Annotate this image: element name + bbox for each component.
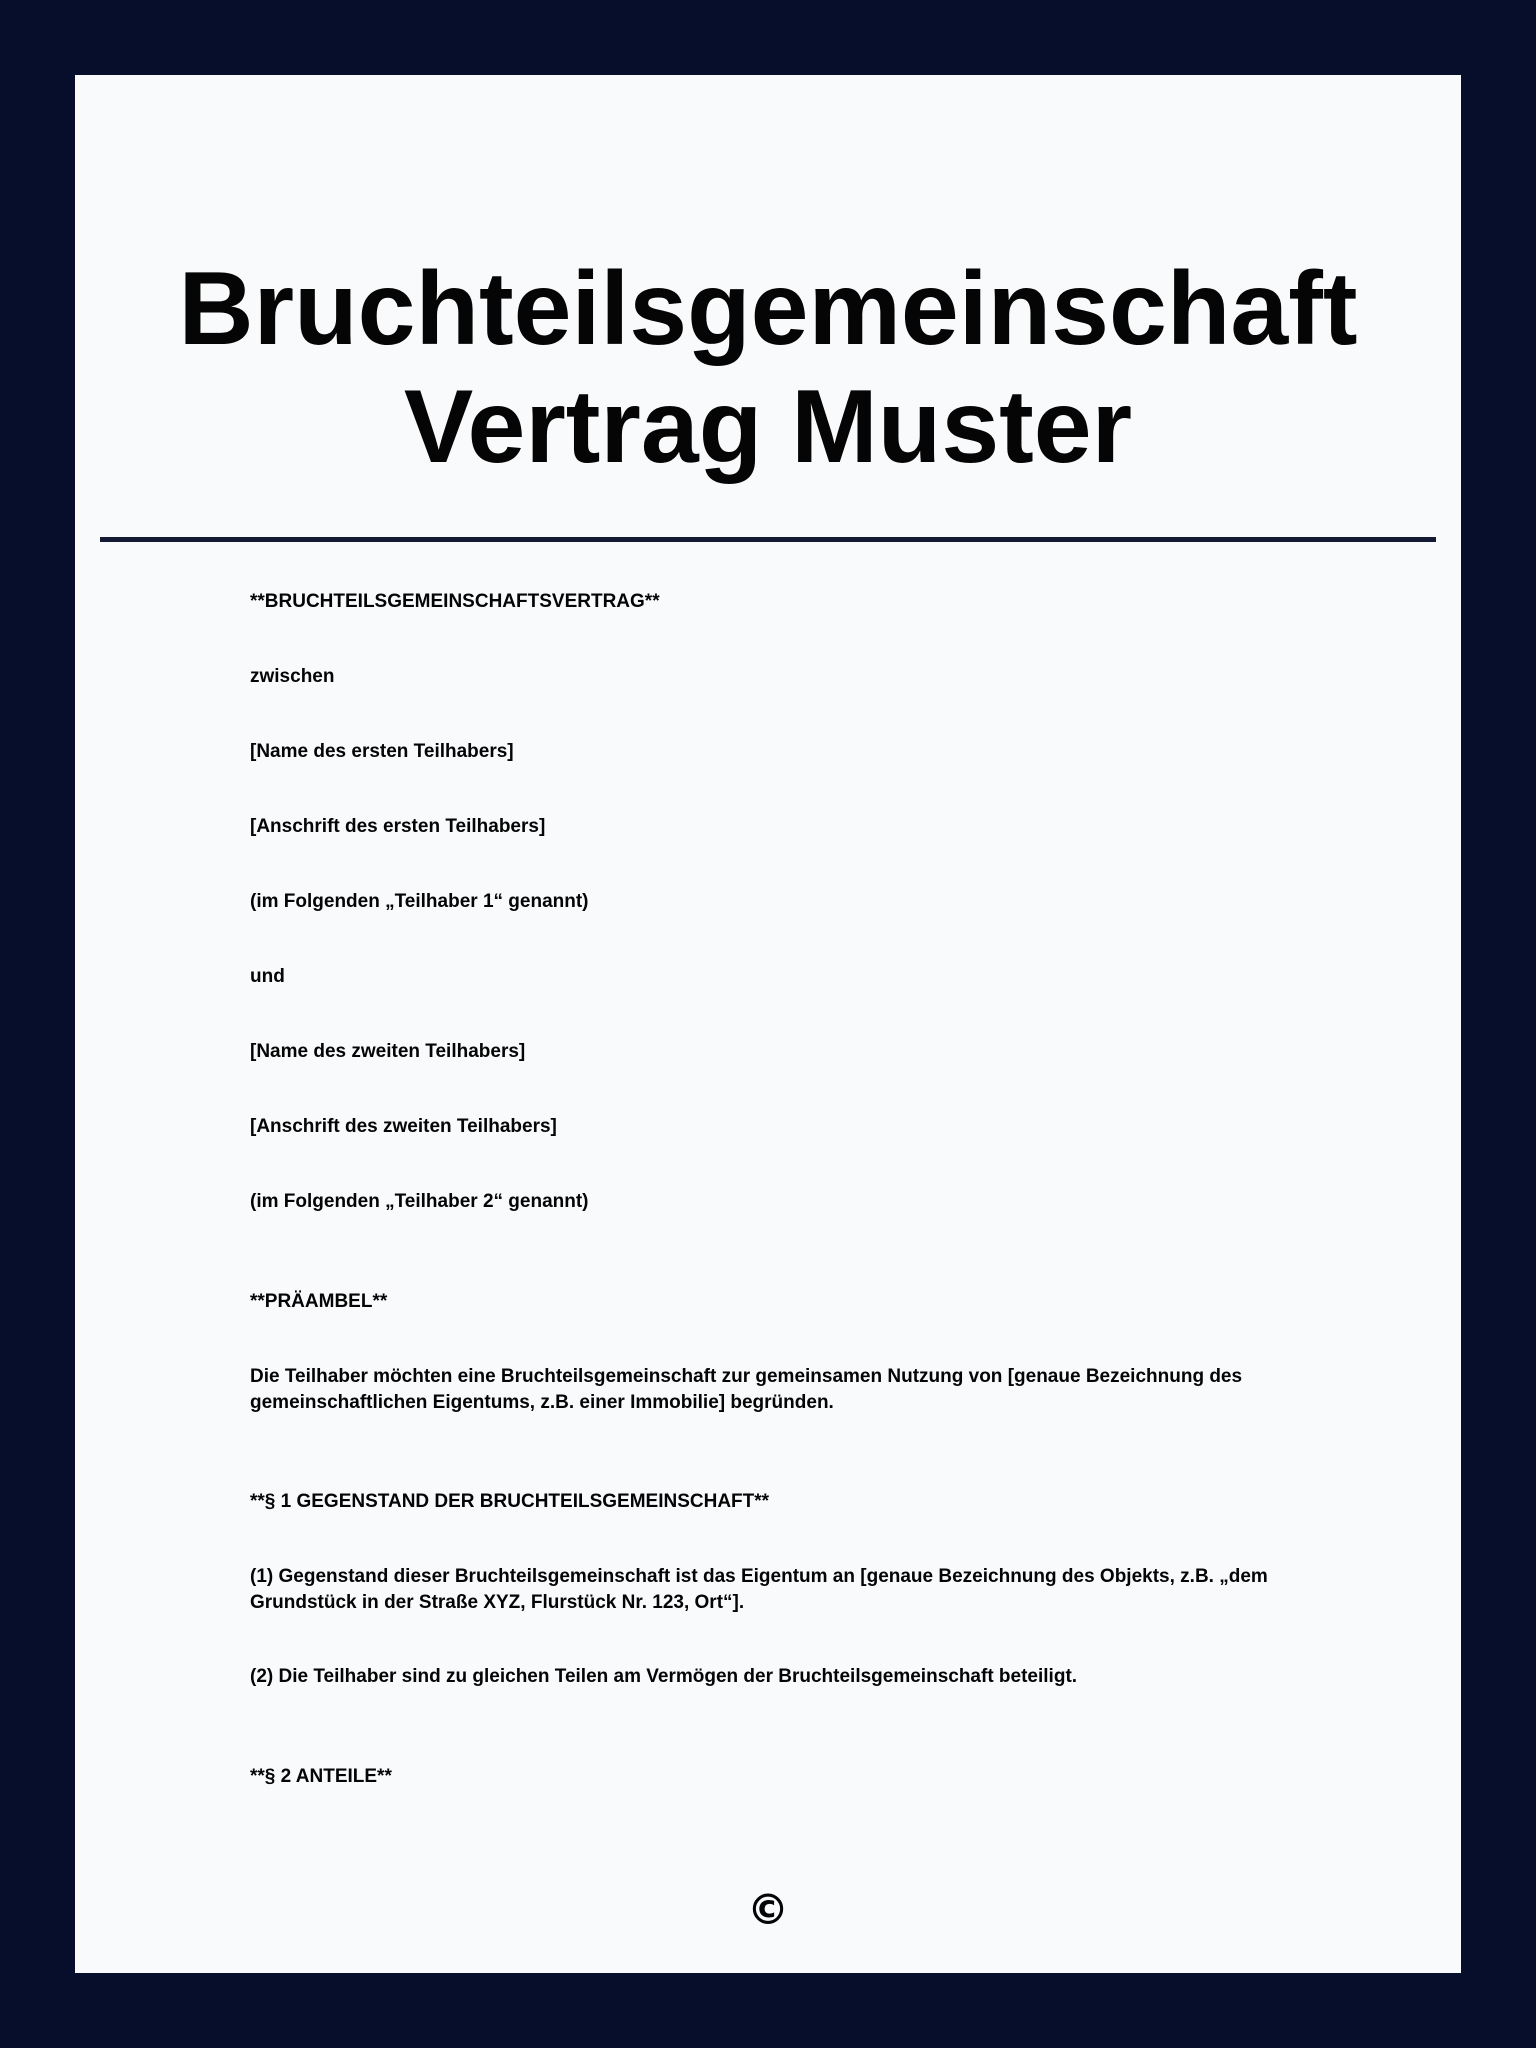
paragraph-between: zwischen — [250, 666, 335, 687]
contract-heading: **BRUCHTEILSGEMEINSCHAFTSVERTRAG** — [250, 591, 660, 612]
paragraph-and: und — [250, 966, 285, 987]
paragraph-preamble: Die Teilhaber möchten eine Bruchteilsgemeinschaft zur gemeinsamen Nutzung von [genaue Bezeichnung des gemeinschaftlichen Eigentums, z.B. einer Immobilie] begründen. — [250, 1366, 1243, 1413]
paragraph-party1-address: [Anschrift des ersten Teilhabers] — [250, 816, 546, 837]
title-line-1: Bruchteilsgemeinschaft — [178, 251, 1358, 367]
section-heading-1: **§ 1 GEGENSTAND DER BRUCHTEILSGEMEINSCHAFT** — [250, 1491, 770, 1512]
section-heading-preamble: **PRÄAMBEL** — [250, 1291, 388, 1312]
section-heading-2: **§ 2 ANTEILE** — [250, 1766, 392, 1787]
paragraph-party1-name: [Name des ersten Teilhabers] — [250, 741, 514, 762]
paragraph-party2-name: [Name des zweiten Teilhabers] — [250, 1041, 526, 1062]
title-divider — [100, 537, 1436, 542]
paragraph-party2-alias: (im Folgenden „Teilhaber 2“ genannt) — [250, 1191, 589, 1212]
copyright-icon: © — [747, 1885, 789, 1934]
paragraph-party1-alias: (im Folgenden „Teilhaber 1“ genannt) — [250, 891, 589, 912]
document-title — [75, 250, 1461, 486]
document-page — [75, 75, 1461, 1973]
paragraph-1-2: (2) Die Teilhaber sind zu gleichen Teilen am Vermögen der Bruchteilsgemeinschaft beteiligt. — [250, 1666, 1078, 1687]
paragraph-1-1: (1) Gegenstand dieser Bruchteilsgemeinschaft ist das Eigentum an [genaue Bezeichnung des Objekts, z.B. „dem Grundstück in der Straße XYZ, Flurstück Nr. 123, Ort“]. — [250, 1566, 1268, 1613]
paragraph-party2-address: [Anschrift des zweiten Teilhabers] — [250, 1116, 557, 1137]
title-line-2: Vertrag Muster — [403, 369, 1133, 485]
